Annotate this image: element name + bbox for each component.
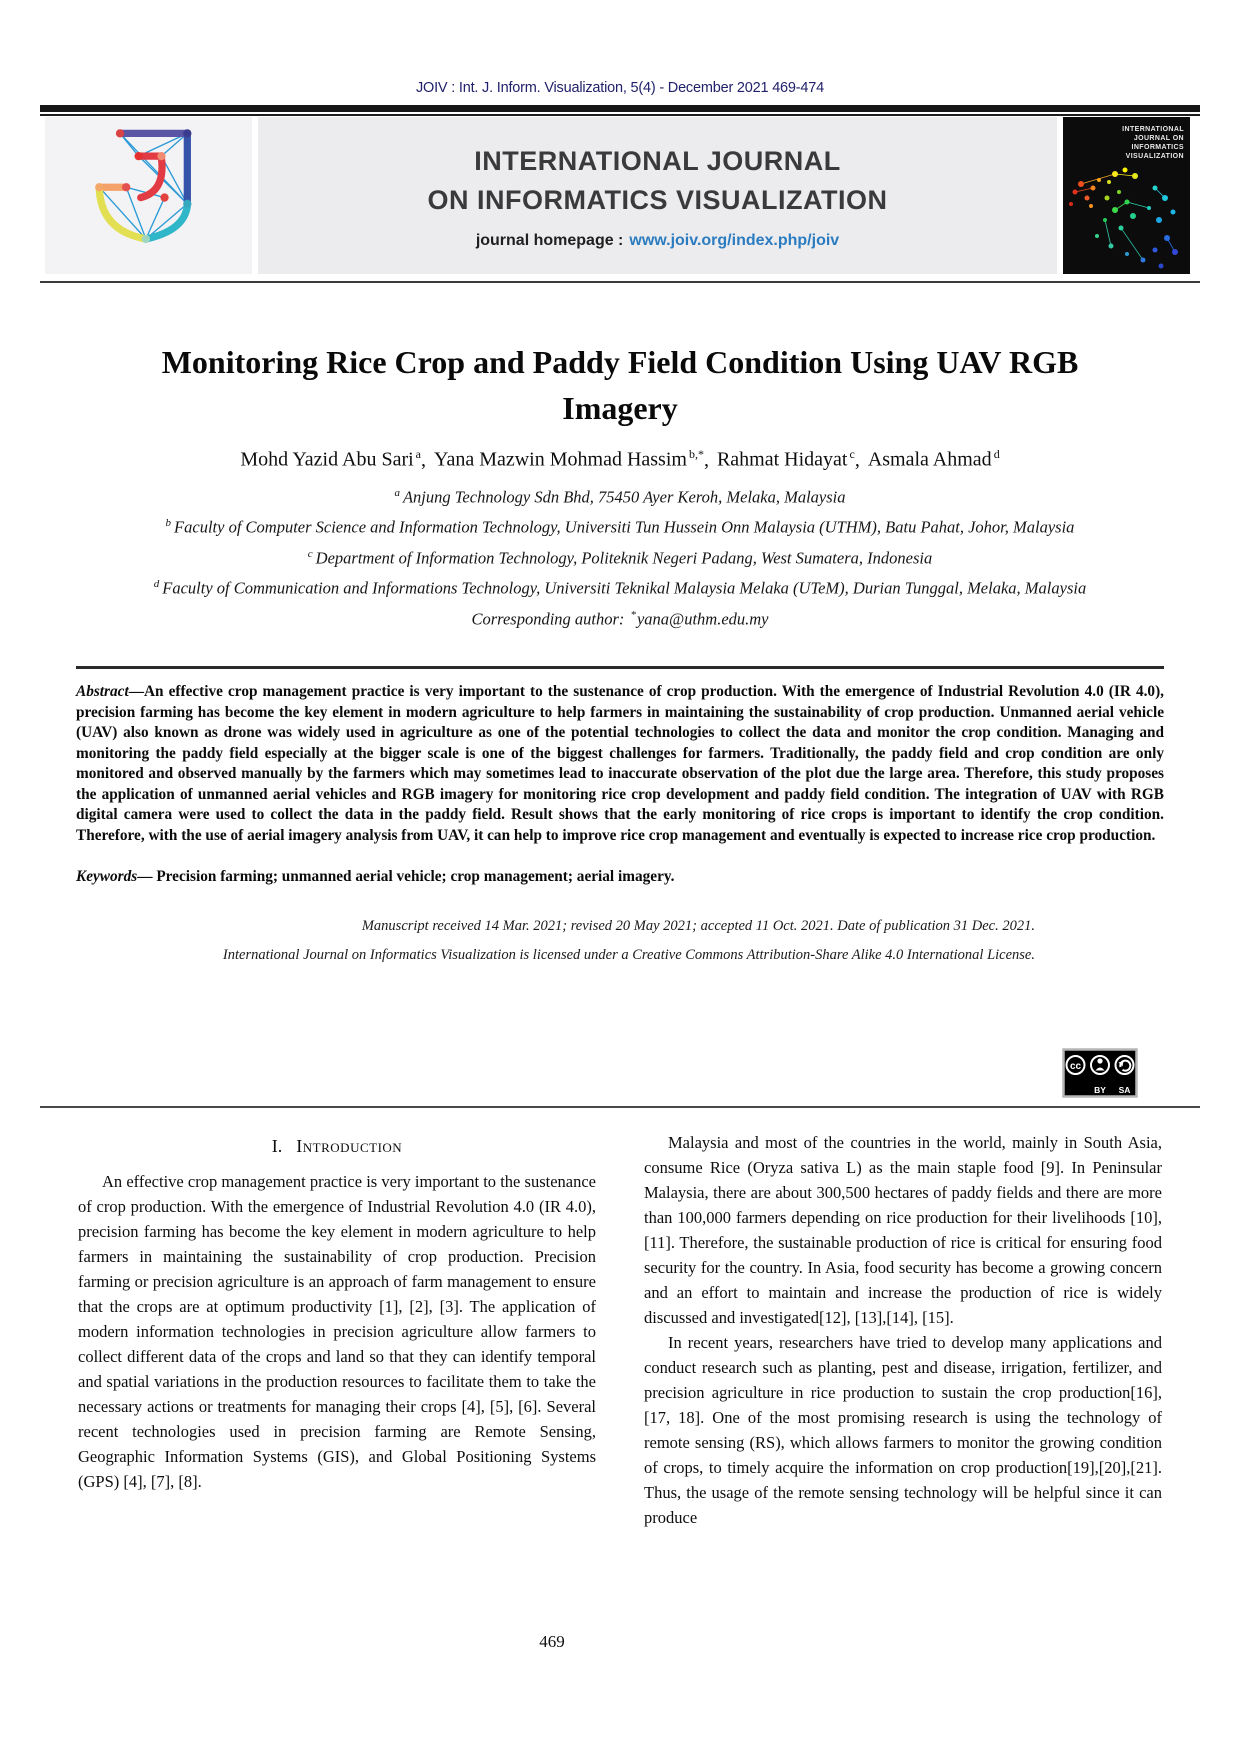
- affiliation-line: $^d$ Faculty of Communication and Informations Technology, Universiti Teknikal Malaysia Melaka (UTeM), Durian Tunggal, Melaka, Malaysia: [153, 578, 1087, 598]
- journal-homepage-line: [476, 232, 839, 250]
- abstract-paragraph: Abstract—An effective crop management practice is very important to the sustenance of crop production. With the emergence of Industrial Revolution 4.0 (IR 4.0), precision farming has become the key element in modern agriculture to help farmers in maintaining the sustainability of crop production. Unmanned aerial vehicle (UAV) also known as drone was widely used in agriculture as one of the potential technologies to collect the data and monitor the crop condition. Managing and monitoring the paddy field especially at the bigger scale is one of the biggest challenges for farmers. Traditionally, the paddy field and crop condition are only monitored and observed manually by the farmers which may sometimes lead to inaccurate observation of the plot due the large area. Therefore, this study proposes the application of unmanned aerial vehicles and RGB imagery for monitoring rice crop development and paddy field condition. The integration of UAV with RGB digital camera were used to collect the data in the paddy field. Result shows that the early monitoring of rice crops is important to identify the crop condition. Therefore, with the use of aerial imagery analysis from UAV, it can help to improve rice crop management and eventually is expected to increase rice crop production.: [76, 683, 1164, 844]
- banner-divider: [40, 281, 1200, 283]
- affiliation-line: $^b$ Faculty of Computer Science and Information Technology, Universiti Tun Hussein Onn Malaysia (UTHM), Batu Pahat, Johor, Malaysia: [165, 517, 1075, 537]
- header-divider: [40, 105, 1200, 116]
- body-columns: [78, 1130, 1162, 1530]
- journal-name: [428, 142, 888, 220]
- joiv-logo-icon: [85, 123, 213, 268]
- corresponding-author-line: Corresponding author: *yana@uthm.edu.my: [471, 608, 769, 629]
- journal-citation-header: JOIV : Int. J. Inform. Visualization, 5(4) - December 2021 469-474: [415, 80, 825, 96]
- journal-name-line2: ON INFORMATICS VISUALIZATION: [427, 184, 888, 215]
- author-affil-mark: c: [849, 447, 855, 461]
- affiliations-block: [0, 480, 1240, 633]
- right-column: [644, 1130, 1162, 1530]
- left-column: [78, 1130, 596, 1530]
- author-affil-mark: a: [415, 447, 421, 461]
- journal-masthead: [258, 117, 1057, 274]
- body-paragraph: In recent years, researchers have tried to develop many applications and conduct research such as planting, pest and disease, irrigation, fertilizer, and precision agriculture in rice production to sustain the crop production[16], [17, 18]. One of the most promising research is using the technology of remote sensing (RS), which allows farmers to monitor the growing condition of crops, to timely acquire the information on crop production[19],[20],[21]. Thus, the usage of the remote sensing technology will be helpful since it can produce: [644, 1333, 1162, 1527]
- journal-name-line1: INTERNATIONAL JOURNAL: [474, 145, 841, 176]
- keywords-line: Keywords— Precision farming; unmanned aerial vehicle; crop management; aerial imagery.: [76, 868, 675, 886]
- affiliation-line: $^c$ Department of Information Technology, Politeknik Negeri Padang, West Sumatera, Indonesia: [307, 547, 933, 568]
- affiliation-line: $^a$ Anjung Technology Sdn Bhd, 75450 Ayer Keroh, Melaka, Malaysia: [394, 486, 846, 507]
- author-affil-mark: d: [993, 447, 1000, 461]
- manuscript-dates: Manuscript received 14 Mar. 2021; revised 20 May 2021; accepted 11 Oct. 2021. Date of publication 31 Dec. 2021.: [361, 918, 1035, 935]
- abstract-divider: [76, 666, 1164, 669]
- author-name: Rahmat Hidayat: [716, 448, 848, 471]
- author-line: Mohd Yazid Abu Sari $^a$, Yana Mazwin Mohmad Hassim $^{b,*}$, Rahmat Hidayat $^c$, Asmala Ahmad $^d$: [240, 447, 1000, 471]
- author-name: Mohd Yazid Abu Sari: [240, 448, 414, 471]
- abstract-label: Abstract: [76, 683, 129, 701]
- author-name: Yana Mazwin Mohmad Hassim: [434, 448, 687, 471]
- journal-logo-box: [45, 117, 252, 274]
- body-paragraph: Malaysia and most of the countries in the world, mainly in South Asia, consume Rice (Oryza sativa L) as the main staple food [9]. In Peninsular Malaysia, there are about 300,500 hectares of paddy fields and there are more than 100,000 farmers depending on rice production for their livelihoods [10], [11]. Therefore, the sustainable production of rice is critical for ensuring food security for the country. In Asia, food security has become a growing concern and an effort to maintain and increase the production of rice is widely discussed and investigated[12], [13],[14], [15].: [644, 1133, 1162, 1327]
- section-heading-introduction: I. Introduction: [271, 1136, 403, 1156]
- page-number: 469: [539, 1632, 565, 1651]
- corresponding-email-link[interactable]: yana@uthm.edu.my: [636, 609, 769, 629]
- homepage-label: journal homepage :: [475, 231, 624, 249]
- frontmatter-divider: [40, 1106, 1200, 1108]
- body-paragraph: An effective crop management practice is very important to the sustenance of crop production. With the emergence of Industrial Revolution 4.0 (IR 4.0), precision farming has become the key element in modern agriculture to help farmers in maintaining the sustainability of crop production. Precision farming or precision agriculture is an approach of farm management to ensure that the crops are at optimum productivity [1], [2], [3]. The application of modern information technologies in precision agriculture allow farmers to collect different data of the crops and land so that they can identify temporal and spatial variations in the production resources to facilitate them to take the necessary actions or treatments for managing their crops [4], [5], [6]. Several recent technologies used in precision farming are Remote Sensing, Geographic Information Systems (GIS), and Global Positioning Systems (GPS) [4], [7], [8].: [78, 1172, 596, 1491]
- keywords-label: Keywords: [76, 868, 138, 886]
- manuscript-history: [76, 912, 1035, 970]
- corresponding-label: Corresponding author:: [471, 609, 625, 629]
- license-statement: International Journal on Informatics Visualization is licensed under a Creative Commons Attribution-Share Alike 4.0 International License.: [222, 947, 1035, 964]
- journal-banner: [45, 117, 1190, 274]
- author-affil-mark: b,*: [688, 447, 704, 461]
- cc-letters: cc: [1069, 1060, 1082, 1072]
- homepage-link[interactable]: www.joiv.org/index.php/joiv: [629, 231, 840, 249]
- cover-title: INTERNATIONAL JOURNAL ON INFORMATICS VISUALIZATION: [1122, 126, 1184, 160]
- author-name: Asmala Ahmad: [867, 448, 992, 471]
- sa-label: SA: [1118, 1085, 1131, 1095]
- cover-network-icon: [1063, 154, 1190, 274]
- page-title: Monitoring Rice Crop and Paddy Field Condition Using UAV RGB Imagery: [161, 344, 1079, 426]
- cc-by-sa-badge[interactable]: [1062, 1048, 1138, 1098]
- journal-cover-thumbnail: [1063, 117, 1190, 274]
- by-label: BY: [1094, 1085, 1106, 1095]
